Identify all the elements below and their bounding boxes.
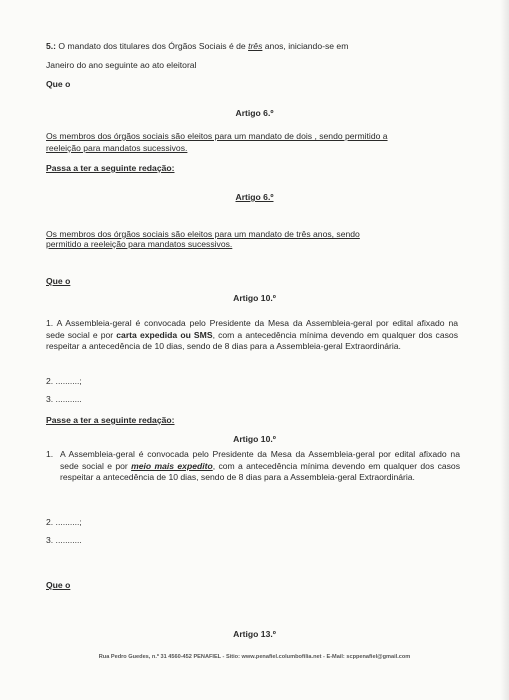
artigo-10-original-item-3: 3. ........... <box>46 394 82 404</box>
artigo-10-original-text-a: A Assembleia-geral é convocada pelo Presidente da Mesa da Assembleia-geral por edital afixado na sede social e por <box>46 318 458 340</box>
artigo-10-new-item-3: 3. ........... <box>46 535 82 545</box>
artigo-13-title: Artigo 13.º <box>233 629 276 639</box>
artigo-10-original-paragraph-1 <box>46 318 458 353</box>
artigo-6-original-line-1: Os membros dos órgãos sociais são eleitos para um mandato de dois , sendo permitido a <box>46 131 388 141</box>
passe-a-ter-heading: Passe a ter a seguinte redação: <box>46 415 175 425</box>
artigo-10-new-paragraph-1 <box>60 449 460 484</box>
artigo-10-title-new: Artigo 10.º <box>233 434 276 444</box>
artigo-10-new-text-a: A Assembleia-geral é convocada pelo Presidente da Mesa da Assembleia-geral por edital afixado na sede social e por <box>60 449 460 471</box>
artigo-6-new-line-2: permitido a reeleição para mandatos sucessivos. <box>46 239 233 249</box>
artigo-10-title-original: Artigo 10.º <box>233 293 276 303</box>
paragraph-5-text-a: O mandato dos titulares dos Órgãos Sociais é de <box>56 41 249 51</box>
que-o-heading-3: Que o <box>46 580 71 590</box>
que-o-heading-2: Que o <box>46 276 71 286</box>
paragraph-5-text-b: anos, iniciando-se em <box>262 41 349 51</box>
artigo-6-new-line-1: Os membros dos órgãos sociais são eleitos para um mandato de três anos, sendo <box>46 229 360 239</box>
paragraph-5-tres: três <box>248 41 263 51</box>
artigo-6-title-original: Artigo 6.º <box>235 108 274 118</box>
page-footer: Rua Pedro Guedes, n.º 31 4560-452 PENAFIEL - Sitio: www.penafiel.columbofilia.net - E-Mail: scppenafiel@gmail.com <box>98 654 411 660</box>
artigo-6-title-new: Artigo 6.º <box>235 192 274 202</box>
artigo-10-new-text-b: , com a antecedência mínima devendo em qualquer dos casos respeitar a antecedência de 10 dias, sendo de 8 dias para a Assembleia-geral Extraordinária. <box>60 460 461 483</box>
paragraph-5-line-1 <box>46 41 348 53</box>
artigo-10-original-text-b: , com a antecedência mínima devendo em qualquer dos casos respeitar a antecedência de 10 dias, sendo de 8 dias para a Assembleia-geral Extraordinária. <box>46 329 458 352</box>
artigo-10-original-num-1: 1. <box>46 318 54 328</box>
paragraph-5-line-2: Janeiro do ano seguinte ao ato eleitoral <box>46 60 197 70</box>
artigo-10-new-item-2: 2. ..........; <box>46 517 82 527</box>
que-o-heading-1: Que o <box>46 79 71 89</box>
artigo-10-new-emph: meio mais expedito <box>131 460 213 471</box>
artigo-10-new-num-1: 1. <box>46 449 54 459</box>
artigo-10-original-item-2: 2. ..........; <box>46 376 82 386</box>
scan-edge-shadow <box>500 0 509 700</box>
paragraph-5-number: 5.: <box>46 41 57 51</box>
passa-a-ter-heading: Passa a ter a seguinte redação: <box>46 163 175 173</box>
artigo-10-original-bold: carta expedida ou SMS <box>116 329 213 340</box>
artigo-6-original-line-2: reeleição para mandatos sucessivos. <box>46 143 188 153</box>
